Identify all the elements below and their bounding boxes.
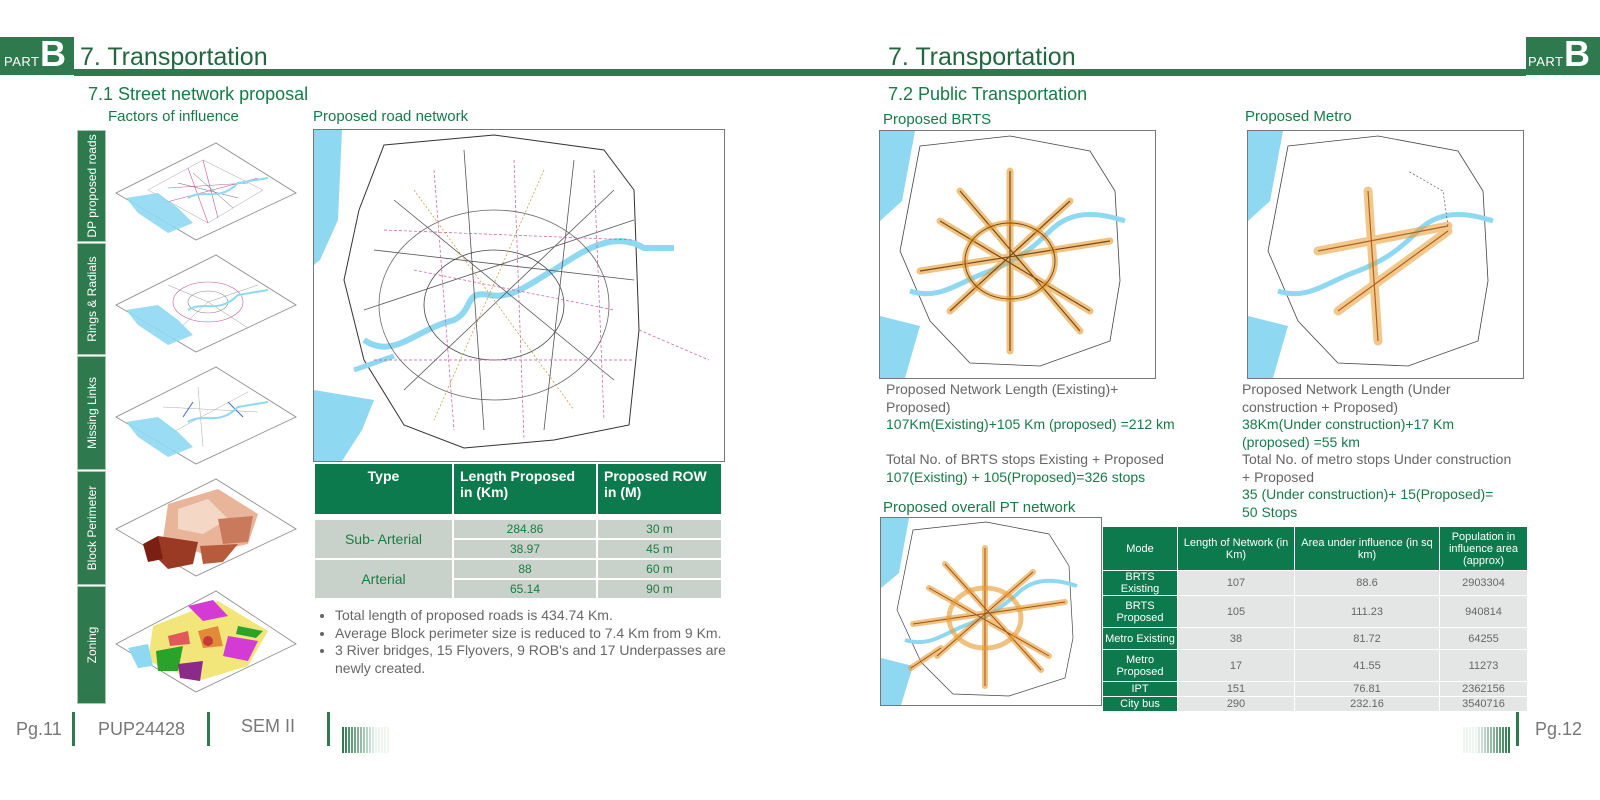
page-number-left: Pg.11 xyxy=(16,719,62,739)
col-header-length: Length Proposed in (Km) xyxy=(453,463,597,515)
footer-stripe xyxy=(372,727,374,753)
list-item: • Average Block perimeter size is reduced to 7.4 Km from 9 Km. xyxy=(335,625,730,643)
page-number-right: Pg.12 xyxy=(1535,719,1583,739)
brts-length-value: 107Km(Existing)+105 Km (proposed) =212 km xyxy=(886,416,1175,432)
length-cell: 88 xyxy=(453,559,597,579)
table-row xyxy=(1103,697,1528,712)
header-rule xyxy=(74,69,1526,76)
factor-tab xyxy=(77,243,106,355)
footer-stripe xyxy=(381,727,383,753)
factor-label: Block Perimeter xyxy=(84,485,99,571)
list-item: • 3 River bridges, 15 Flyovers, 9 ROB's and 17 Underpasses are newly created. xyxy=(335,642,730,677)
length-cell: 284.86 xyxy=(453,519,597,539)
table-row xyxy=(1103,628,1528,650)
pt-network-table xyxy=(1102,526,1528,712)
footer-divider xyxy=(207,712,210,746)
metro-map xyxy=(1247,130,1524,379)
road-network-title: Proposed road network xyxy=(313,108,469,125)
col-header-mode: Mode xyxy=(1103,527,1178,571)
pt-network-map xyxy=(880,517,1102,706)
factor-tab xyxy=(77,586,106,704)
area-cell: 111.23 xyxy=(1295,596,1440,628)
table-row xyxy=(1103,682,1528,697)
length-cell: 107 xyxy=(1178,571,1295,596)
area-cell: 88.6 xyxy=(1295,571,1440,596)
row-cell: 45 m xyxy=(597,539,722,559)
footer-stripe xyxy=(345,727,347,753)
part-letter: B xyxy=(1564,33,1590,74)
footer-stripe xyxy=(369,727,371,753)
footer-stripe xyxy=(342,727,344,753)
col-header-type: Type xyxy=(314,463,453,515)
metro-length-label: Proposed Network Length (Under construction + Proposed) xyxy=(1242,381,1451,415)
mode-cell: BRTS Existing xyxy=(1103,571,1178,596)
brts-stops-value: 107(Existing) + 105(Proposed)=326 stops xyxy=(886,469,1146,485)
footer-stripe xyxy=(384,727,386,753)
section-title-street-network: 7.1 Street network proposal xyxy=(88,84,309,104)
population-cell: 940814 xyxy=(1440,596,1528,628)
footer-stripe xyxy=(1499,727,1501,753)
pt-network-title: Proposed overall PT network xyxy=(883,499,1076,516)
footer-stripe xyxy=(1475,727,1477,753)
road-facts-list xyxy=(315,607,730,677)
type-cell: Arterial xyxy=(314,559,453,599)
length-cell: 105 xyxy=(1178,596,1295,628)
mode-cell: Metro Proposed xyxy=(1103,650,1178,682)
part-label: PART xyxy=(4,54,40,69)
footer-stripe xyxy=(1508,727,1510,753)
footer-stripe xyxy=(1469,727,1471,753)
footer-stripe xyxy=(1481,727,1483,753)
factor-tab xyxy=(77,471,106,585)
brts-length-label: Proposed Network Length (Existing)+ Proposed) xyxy=(886,381,1119,415)
footer-stripe xyxy=(348,727,350,753)
table-row xyxy=(1103,571,1528,596)
area-cell: 41.55 xyxy=(1295,650,1440,682)
row-cell: 90 m xyxy=(597,579,722,599)
factor-label: Rings & Radials xyxy=(84,256,99,342)
factor-label: DP proposed roads xyxy=(84,134,99,238)
road-network-table xyxy=(313,462,723,600)
footer-stripe xyxy=(1463,727,1465,753)
footer-stripe xyxy=(1487,727,1489,753)
factor-map-rings-radials xyxy=(108,250,298,355)
footer-stripe xyxy=(1466,727,1468,753)
factor-map-dp-roads xyxy=(108,138,298,243)
population-cell: 3540716 xyxy=(1440,697,1528,712)
footer-stripe xyxy=(1496,727,1498,753)
part-label: PART xyxy=(1528,54,1564,69)
table-row xyxy=(1103,596,1528,628)
population-cell: 2362156 xyxy=(1440,682,1528,697)
brts-title: Proposed BRTS xyxy=(883,111,992,128)
factor-tab xyxy=(77,130,106,242)
part-badge-right xyxy=(1526,33,1600,75)
area-cell: 76.81 xyxy=(1295,682,1440,697)
course-code: PUP24428 xyxy=(98,719,186,739)
factors-title: Factors of influence xyxy=(108,108,239,125)
footer-stripe xyxy=(1505,727,1507,753)
area-cell: 81.72 xyxy=(1295,628,1440,650)
brts-stops-label: Total No. of BRTS stops Existing + Proposed xyxy=(886,451,1164,467)
road-network-map xyxy=(313,129,725,462)
footer-divider xyxy=(72,712,75,746)
footer-stripe xyxy=(351,727,353,753)
footer-stripe xyxy=(366,727,368,753)
population-cell: 64255 xyxy=(1440,628,1528,650)
page-title-left: 7. Transportation xyxy=(80,43,268,71)
mode-cell: IPT xyxy=(1103,682,1178,697)
area-cell: 232.16 xyxy=(1295,697,1440,712)
length-cell: 151 xyxy=(1178,682,1295,697)
list-item: • Total length of proposed roads is 434.74 Km. xyxy=(335,607,730,625)
footer-stripe xyxy=(363,727,365,753)
length-cell: 38 xyxy=(1178,628,1295,650)
footer-stripe xyxy=(354,727,356,753)
col-header-length: Length of Network (in Km) xyxy=(1178,527,1295,571)
table-row xyxy=(314,559,722,579)
length-cell: 290 xyxy=(1178,697,1295,712)
footer-divider xyxy=(1516,712,1519,746)
metro-stops-label: Total No. of metro stops Under construction + Proposed xyxy=(1242,451,1512,485)
footer-divider xyxy=(327,712,330,746)
table-row xyxy=(1103,650,1528,682)
factor-map-missing-links xyxy=(108,362,298,467)
factor-tab xyxy=(77,356,106,470)
metro-stops-value: 35 (Under construction)+ 15(Proposed)= 50 Stops xyxy=(1242,486,1494,520)
col-header-population: Population in influence area (approx) xyxy=(1440,527,1528,571)
factor-map-zoning xyxy=(108,586,298,696)
table-header-row xyxy=(1103,527,1528,571)
footer-stripe xyxy=(1490,727,1492,753)
footer-stripe xyxy=(357,727,359,753)
section-title-public-transport: 7.2 Public Transportation xyxy=(888,84,1088,104)
row-cell: 60 m xyxy=(597,559,722,579)
table-row xyxy=(314,519,722,539)
type-cell: Sub- Arterial xyxy=(314,519,453,559)
semester: SEM II xyxy=(241,716,296,736)
factor-map-block-perimeter xyxy=(108,474,298,579)
brts-map xyxy=(879,130,1156,379)
factor-label: Zoning xyxy=(84,626,99,664)
metro-title: Proposed Metro xyxy=(1245,108,1352,125)
mode-cell: Metro Existing xyxy=(1103,628,1178,650)
table-header-row xyxy=(314,463,722,515)
footer-stripe xyxy=(375,727,377,753)
length-cell: 65.14 xyxy=(453,579,597,599)
col-header-row: Proposed ROW in (M) xyxy=(597,463,722,515)
mode-cell: City bus xyxy=(1103,697,1178,712)
footer-stripe xyxy=(1484,727,1486,753)
population-cell: 2903304 xyxy=(1440,571,1528,596)
col-header-area: Area under influence (in sq km) xyxy=(1295,527,1440,571)
footer-stripe xyxy=(387,727,389,753)
footer-stripe xyxy=(1502,727,1504,753)
mode-cell: BRTS Proposed xyxy=(1103,596,1178,628)
row-cell: 30 m xyxy=(597,519,722,539)
part-letter: B xyxy=(40,33,66,74)
metro-length-value: 38Km(Under construction)+17 Km (proposed) =55 km xyxy=(1242,416,1455,450)
footer-stripe xyxy=(378,727,380,753)
page-title-right: 7. Transportation xyxy=(888,43,1076,71)
footer-stripe xyxy=(1472,727,1474,753)
part-badge-left xyxy=(0,33,74,75)
footer-stripe xyxy=(360,727,362,753)
length-cell: 17 xyxy=(1178,650,1295,682)
footer-stripe xyxy=(1478,727,1480,753)
length-cell: 38.97 xyxy=(453,539,597,559)
footer-stripe xyxy=(1493,727,1495,753)
factor-label: Missing Links xyxy=(84,376,99,450)
population-cell: 11273 xyxy=(1440,650,1528,682)
